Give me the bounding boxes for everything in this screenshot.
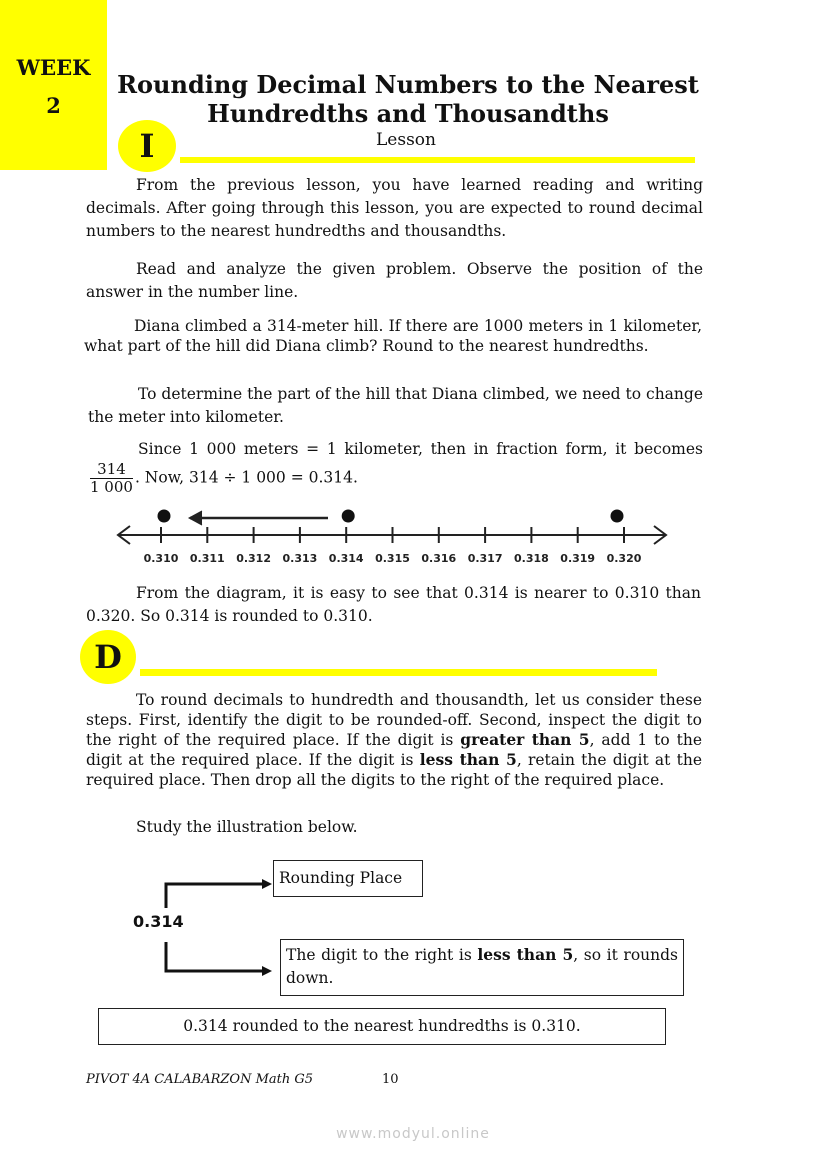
number-line-label: 0.319 (560, 552, 596, 565)
digit-right-box: The digit to the right is less than 5, so it rounds down. (280, 939, 684, 996)
section-i-badge: I (118, 120, 176, 172)
week-badge (0, 0, 107, 170)
number-line-label: 0.320 (606, 552, 642, 565)
number-line-dot (342, 510, 355, 523)
number-line (110, 502, 680, 572)
page-title-line-2: Hundredths and Thousandths (207, 99, 609, 128)
fraction: $\frac{314}{1 000}$ (90, 460, 133, 496)
rounding-direction-arrowhead (189, 511, 202, 525)
fraction-paragraph: Since 1 000 meters = 1 kilometer, then in fraction form, it becomes $\frac{314}{1 000}$ . Now, 314 ÷ 1 000 = 0.314. (90, 440, 703, 496)
intro-paragraph: From the previous lesson, you have learned reading and writing decimals. After going through this lesson, you are expected to round decimal numbers to the nearest hundredths and thousandths. (86, 176, 703, 240)
connector-arrowhead-top (262, 879, 272, 889)
number-line-label: 0.315 (375, 552, 410, 565)
number-line-label: 0.317 (467, 552, 503, 565)
number-line-label: 0.312 (236, 552, 271, 565)
connector-to-rounding-place (166, 884, 264, 908)
number-line-label: 0.314 (328, 552, 364, 565)
number-line-label: 0.318 (514, 552, 549, 565)
example-number: 0.314 (133, 912, 184, 931)
number-line-label: 0.311 (189, 552, 225, 565)
connector-arrowhead-bottom (262, 966, 272, 976)
section-d-badge: D (80, 630, 136, 684)
section-d-rule (140, 669, 657, 676)
section-i-rule (180, 157, 695, 163)
number-line-label: 0.313 (282, 552, 318, 565)
number-line-dot (611, 510, 624, 523)
connector-to-digit-right (166, 942, 264, 971)
footer-source: PIVOT 4A CALABARZON Math G5 (86, 1072, 314, 1087)
determine-paragraph: To determine the part of the hill that Diana climbed, we need to change the meter into kilometer. (88, 385, 703, 426)
number-line-label: 0.316 (421, 552, 457, 565)
page-title-line-1: Rounding Decimal Numbers to the Nearest (117, 70, 699, 99)
analyze-paragraph: Read and analyze the given problem. Observe the position of the answer in the number line. (86, 260, 703, 301)
number-line-label: 0.310 (143, 552, 179, 565)
week-label: WEEK (16, 55, 91, 80)
lesson-subtitle: Lesson (376, 130, 436, 150)
rounding-steps-paragraph: To round decimals to hundredth and thousandth, let us consider these steps. First, identify the digit to be rounded-off. Second, inspect the digit to the right of the required place. If the digit is greater than 5, add 1 to the digit at the required place. If the digit is less than 5, retain the digit at the required place. Then drop all the digits to the right of the required place. (86, 691, 702, 789)
page-number: 10 (382, 1072, 399, 1087)
number-line-dot (158, 510, 171, 523)
result-box: 0.314 rounded to the nearest hundredths is 0.310. (98, 1008, 666, 1045)
problem-paragraph: Diana climbed a 314-meter hill. If there are 1000 meters in 1 kilometer, what part of the hill did Diana climb? Round to the nearest hundredths. (84, 317, 702, 355)
study-instruction: Study the illustration below. (136, 818, 358, 836)
week-number: 2 (46, 93, 61, 118)
watermark: www.modyul.online (336, 1126, 490, 1142)
rounding-place-box: Rounding Place (273, 860, 423, 897)
diagram-conclusion-paragraph: From the diagram, it is easy to see that 0.314 is nearer to 0.310 than 0.320. So 0.314 is rounded to 0.310. (86, 584, 701, 625)
